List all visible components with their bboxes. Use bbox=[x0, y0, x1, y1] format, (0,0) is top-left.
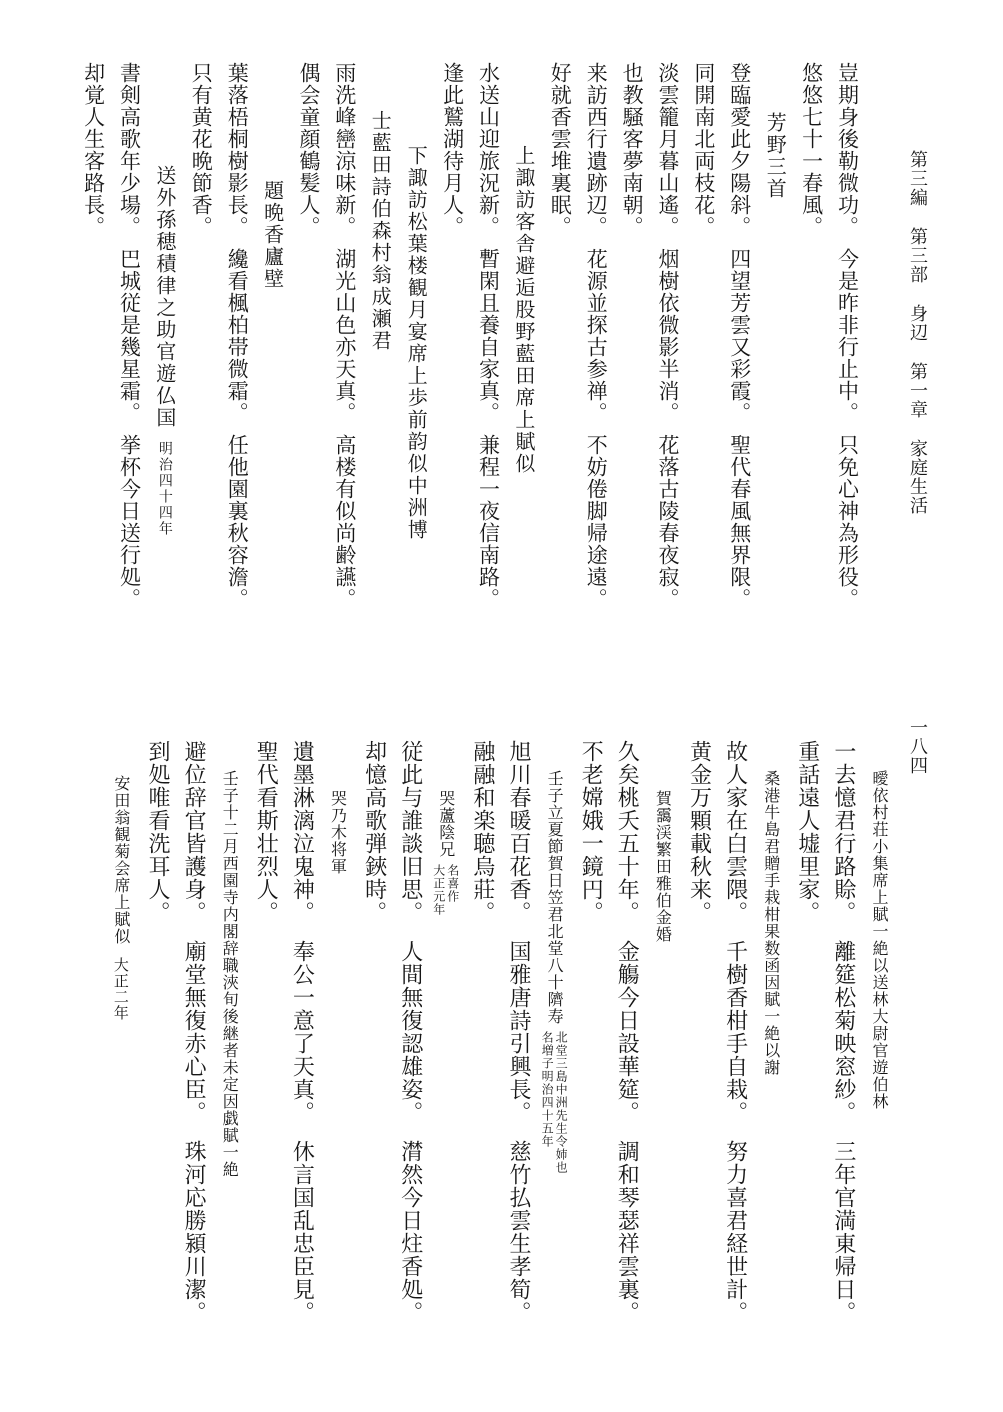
poem-title-text: 題晩香廬壁 bbox=[260, 180, 285, 290]
verse-phrase: 湖光山色亦天真。 bbox=[332, 248, 357, 424]
verse-phrase: 人間無復認雄姿。 bbox=[397, 940, 423, 1124]
poem-title bbox=[113, 775, 129, 1021]
verse-phrase: 廟堂無復赤心臣。 bbox=[181, 940, 207, 1124]
page-number-text: 一八四 bbox=[907, 718, 928, 775]
verse-phrase: 不老嫦娥一鏡円。 bbox=[578, 740, 604, 924]
verse-phrase: 聖代看斯壮烈人。 bbox=[253, 740, 279, 924]
verse-line bbox=[724, 740, 746, 1324]
verse-phrase: 偶会童顔鶴髪人。 bbox=[297, 62, 321, 238]
verse-line bbox=[832, 740, 854, 1324]
poem-title bbox=[220, 770, 240, 1178]
poem-title-text: 芳野三首 bbox=[763, 112, 788, 200]
verse-phrase: 融融和楽聴烏莊。 bbox=[469, 740, 495, 924]
poem-title-text: 上諏訪客舎避逅股野藍田席上賦似 bbox=[511, 145, 536, 475]
date-note: 大正二年 bbox=[111, 957, 130, 1021]
annotation-left-line bbox=[433, 864, 445, 916]
verse-phrase: 纔看楓柏帯微霜。 bbox=[225, 248, 250, 424]
verse-phrase: 却覚人生客路長。 bbox=[81, 62, 106, 238]
verse-phrase: 逢此鷲湖待月人。 bbox=[440, 62, 465, 238]
verse-line bbox=[688, 740, 710, 924]
poem-title-text: 下諏訪松葉楼観月宴席上歩前韵似中洲博 bbox=[404, 145, 429, 541]
verse-phrase: 重話遠人墟里家。 bbox=[794, 740, 820, 924]
verse-line bbox=[614, 740, 640, 1324]
verse-phrase: 慈竹払雲生孝筍。 bbox=[506, 1140, 531, 1324]
annotation-right-line bbox=[555, 1031, 567, 1174]
verse-phrase: 也教騒客夢南朝。 bbox=[620, 62, 645, 238]
poem-title bbox=[871, 770, 887, 1110]
verse-phrase: 調和琴瑟祥雲裏。 bbox=[614, 1140, 640, 1324]
poem-title bbox=[653, 790, 673, 943]
running-head-segment: 第三編 bbox=[907, 150, 928, 207]
verse-phrase: 故人家在白雲隈。 bbox=[722, 740, 748, 924]
poem-title-text: 士藍田詩伯森村翁成瀬君 bbox=[368, 110, 393, 352]
verse-phrase: 離筵松菊映窓紗。 bbox=[830, 940, 856, 1124]
verse-phrase: 好就香雲堆裏眠。 bbox=[548, 62, 573, 238]
annotation-text: 名喜作 bbox=[445, 864, 460, 903]
verse-phrase: 花源並探古参禅。 bbox=[584, 248, 609, 424]
verse-phrase: 書剣高歌年少場。 bbox=[117, 62, 142, 238]
verse-phrase: 只免心神為形役。 bbox=[835, 434, 860, 610]
annotation-text: 名増子明治四十五年 bbox=[540, 1031, 555, 1148]
poem-title-text: 壬子十二月西園寺内閣辞職浹旬後継者未定因戯賦一絶 bbox=[220, 770, 240, 1178]
verse-line bbox=[796, 740, 818, 924]
poem-title bbox=[763, 770, 779, 1076]
verse-phrase: 旭川春暖百花香。 bbox=[506, 740, 531, 924]
verse-phrase: 来訪西行遺跡辺。 bbox=[584, 62, 609, 238]
running-head-segment: 第三部 bbox=[907, 227, 928, 284]
poem-title-text: 曖依村荘小集席上賦一絶以送林大尉官遊伯林 bbox=[870, 770, 889, 1110]
verse-phrase: 従此与誰談旧思。 bbox=[397, 740, 423, 924]
running-head-segment: 身辺 bbox=[907, 304, 928, 342]
verse-phrase: 避位辞官皆護身。 bbox=[181, 740, 207, 924]
verse-line bbox=[399, 740, 421, 1324]
verse-phrase: 巴城従是幾星霜。 bbox=[117, 248, 142, 424]
verse-phrase: 一去憶君行路賒。 bbox=[830, 740, 856, 924]
verse-phrase: 国雅唐詩引興長。 bbox=[506, 940, 531, 1124]
annotation-left-line bbox=[541, 1031, 553, 1148]
verse-phrase: 雨洗峰巒涼味新。 bbox=[332, 62, 357, 238]
verse-phrase: 金觴今日設華筵。 bbox=[614, 940, 640, 1124]
running-head-segment: 第一章 bbox=[907, 362, 928, 419]
verse-line bbox=[253, 740, 279, 924]
poem-title-text: 賀靄渓繁田雅伯金婚 bbox=[653, 790, 673, 943]
verse-phrase: 今是昨非行止中。 bbox=[835, 248, 860, 424]
verse-phrase: 悠悠七十一春風。 bbox=[799, 62, 824, 238]
poem-title-text: 桑港牛島君贈手栽柑果数函因賦一絶以謝 bbox=[761, 770, 781, 1076]
verse-line bbox=[578, 740, 604, 924]
verse-phrase: 到処唯看洗耳人。 bbox=[145, 740, 170, 924]
verse-phrase: 淡雲籠月暮山遙。 bbox=[656, 62, 680, 238]
annotation-text: 大正元年 bbox=[431, 864, 446, 916]
verse-phrase: 花落古陵春夜寂。 bbox=[656, 434, 680, 610]
verse-phrase: 豈期身後勒微功。 bbox=[835, 62, 860, 238]
date-note: 明治四十四年 bbox=[156, 441, 173, 537]
verse-phrase: 葉落梧桐樹影長。 bbox=[225, 62, 250, 238]
verse-phrase: 久矣桃夭五十年。 bbox=[614, 740, 640, 924]
verse-phrase: 三年官満東帰日。 bbox=[830, 1140, 856, 1324]
verse-line bbox=[363, 740, 385, 924]
verse-phrase: 暫閑且養自家真。 bbox=[476, 248, 501, 424]
poem-title-text: 安田翁観菊会席上賦似 bbox=[111, 775, 131, 945]
verse-phrase: 水送山迎旅況新。 bbox=[476, 62, 501, 238]
verse-phrase: 只有黄花晩節香。 bbox=[189, 62, 214, 238]
verse-phrase: 却憶高歌弾鋏時。 bbox=[361, 740, 387, 924]
poem-title bbox=[330, 790, 346, 875]
verse-line bbox=[146, 740, 168, 924]
verse-phrase: 同開南北両枝花。 bbox=[691, 62, 716, 238]
verse-phrase: 黄金万顆載秋来。 bbox=[686, 740, 712, 924]
verse-phrase: 烟樹依微影半消。 bbox=[656, 248, 680, 424]
verse-phrase: 努力喜君経世計。 bbox=[722, 1140, 748, 1324]
verse-line bbox=[181, 740, 207, 1324]
poem-title bbox=[438, 790, 454, 858]
poem-title bbox=[545, 770, 565, 1025]
verse-phrase: 休言国乱忠臣見。 bbox=[289, 1140, 315, 1324]
poem-title-text: 哭乃木将軍 bbox=[328, 790, 348, 875]
verse-phrase: 兼程一夜信南路。 bbox=[476, 434, 501, 610]
poem-title-text: 壬子立夏節賀日笠君北堂八十隮寿 bbox=[545, 770, 565, 1025]
verse-phrase: 高楼有似尚齢讌。 bbox=[332, 434, 357, 610]
poem-title-text: 送外孫穂積律之助官遊仏国 bbox=[152, 165, 177, 429]
verse-line bbox=[507, 740, 529, 1324]
verse-phrase: 遺墨淋漓泣鬼神。 bbox=[289, 740, 315, 924]
verse-phrase: 登臨愛此夕陽斜。 bbox=[727, 62, 752, 238]
verse-line bbox=[471, 740, 493, 924]
verse-phrase: 聖代春風無界限。 bbox=[727, 434, 752, 610]
verse-phrase: 奉公一意了天真。 bbox=[289, 940, 315, 1124]
verse-phrase: 千樹香柑手自栽。 bbox=[722, 940, 748, 1124]
annotation-text: 北堂三島中洲先生令姉也 bbox=[554, 1031, 569, 1174]
verse-phrase: 挙杯今日送行処。 bbox=[117, 434, 142, 610]
verse-phrase: 潸然今日炷香処。 bbox=[397, 1140, 423, 1324]
verse-phrase: 任他園裏秋容澹。 bbox=[225, 434, 250, 610]
verse-phrase: 珠河応勝潁川潔。 bbox=[181, 1140, 207, 1324]
verse-line bbox=[289, 740, 315, 1324]
running-head-segment: 家庭生活 bbox=[907, 439, 928, 515]
verse-phrase: 不妨倦脚帰途遠。 bbox=[584, 434, 609, 610]
verse-phrase: 四望芳雲又彩霞。 bbox=[727, 248, 752, 424]
poem-title-text: 哭蘆陰兄 bbox=[436, 790, 456, 858]
annotation-right-line bbox=[447, 864, 459, 903]
